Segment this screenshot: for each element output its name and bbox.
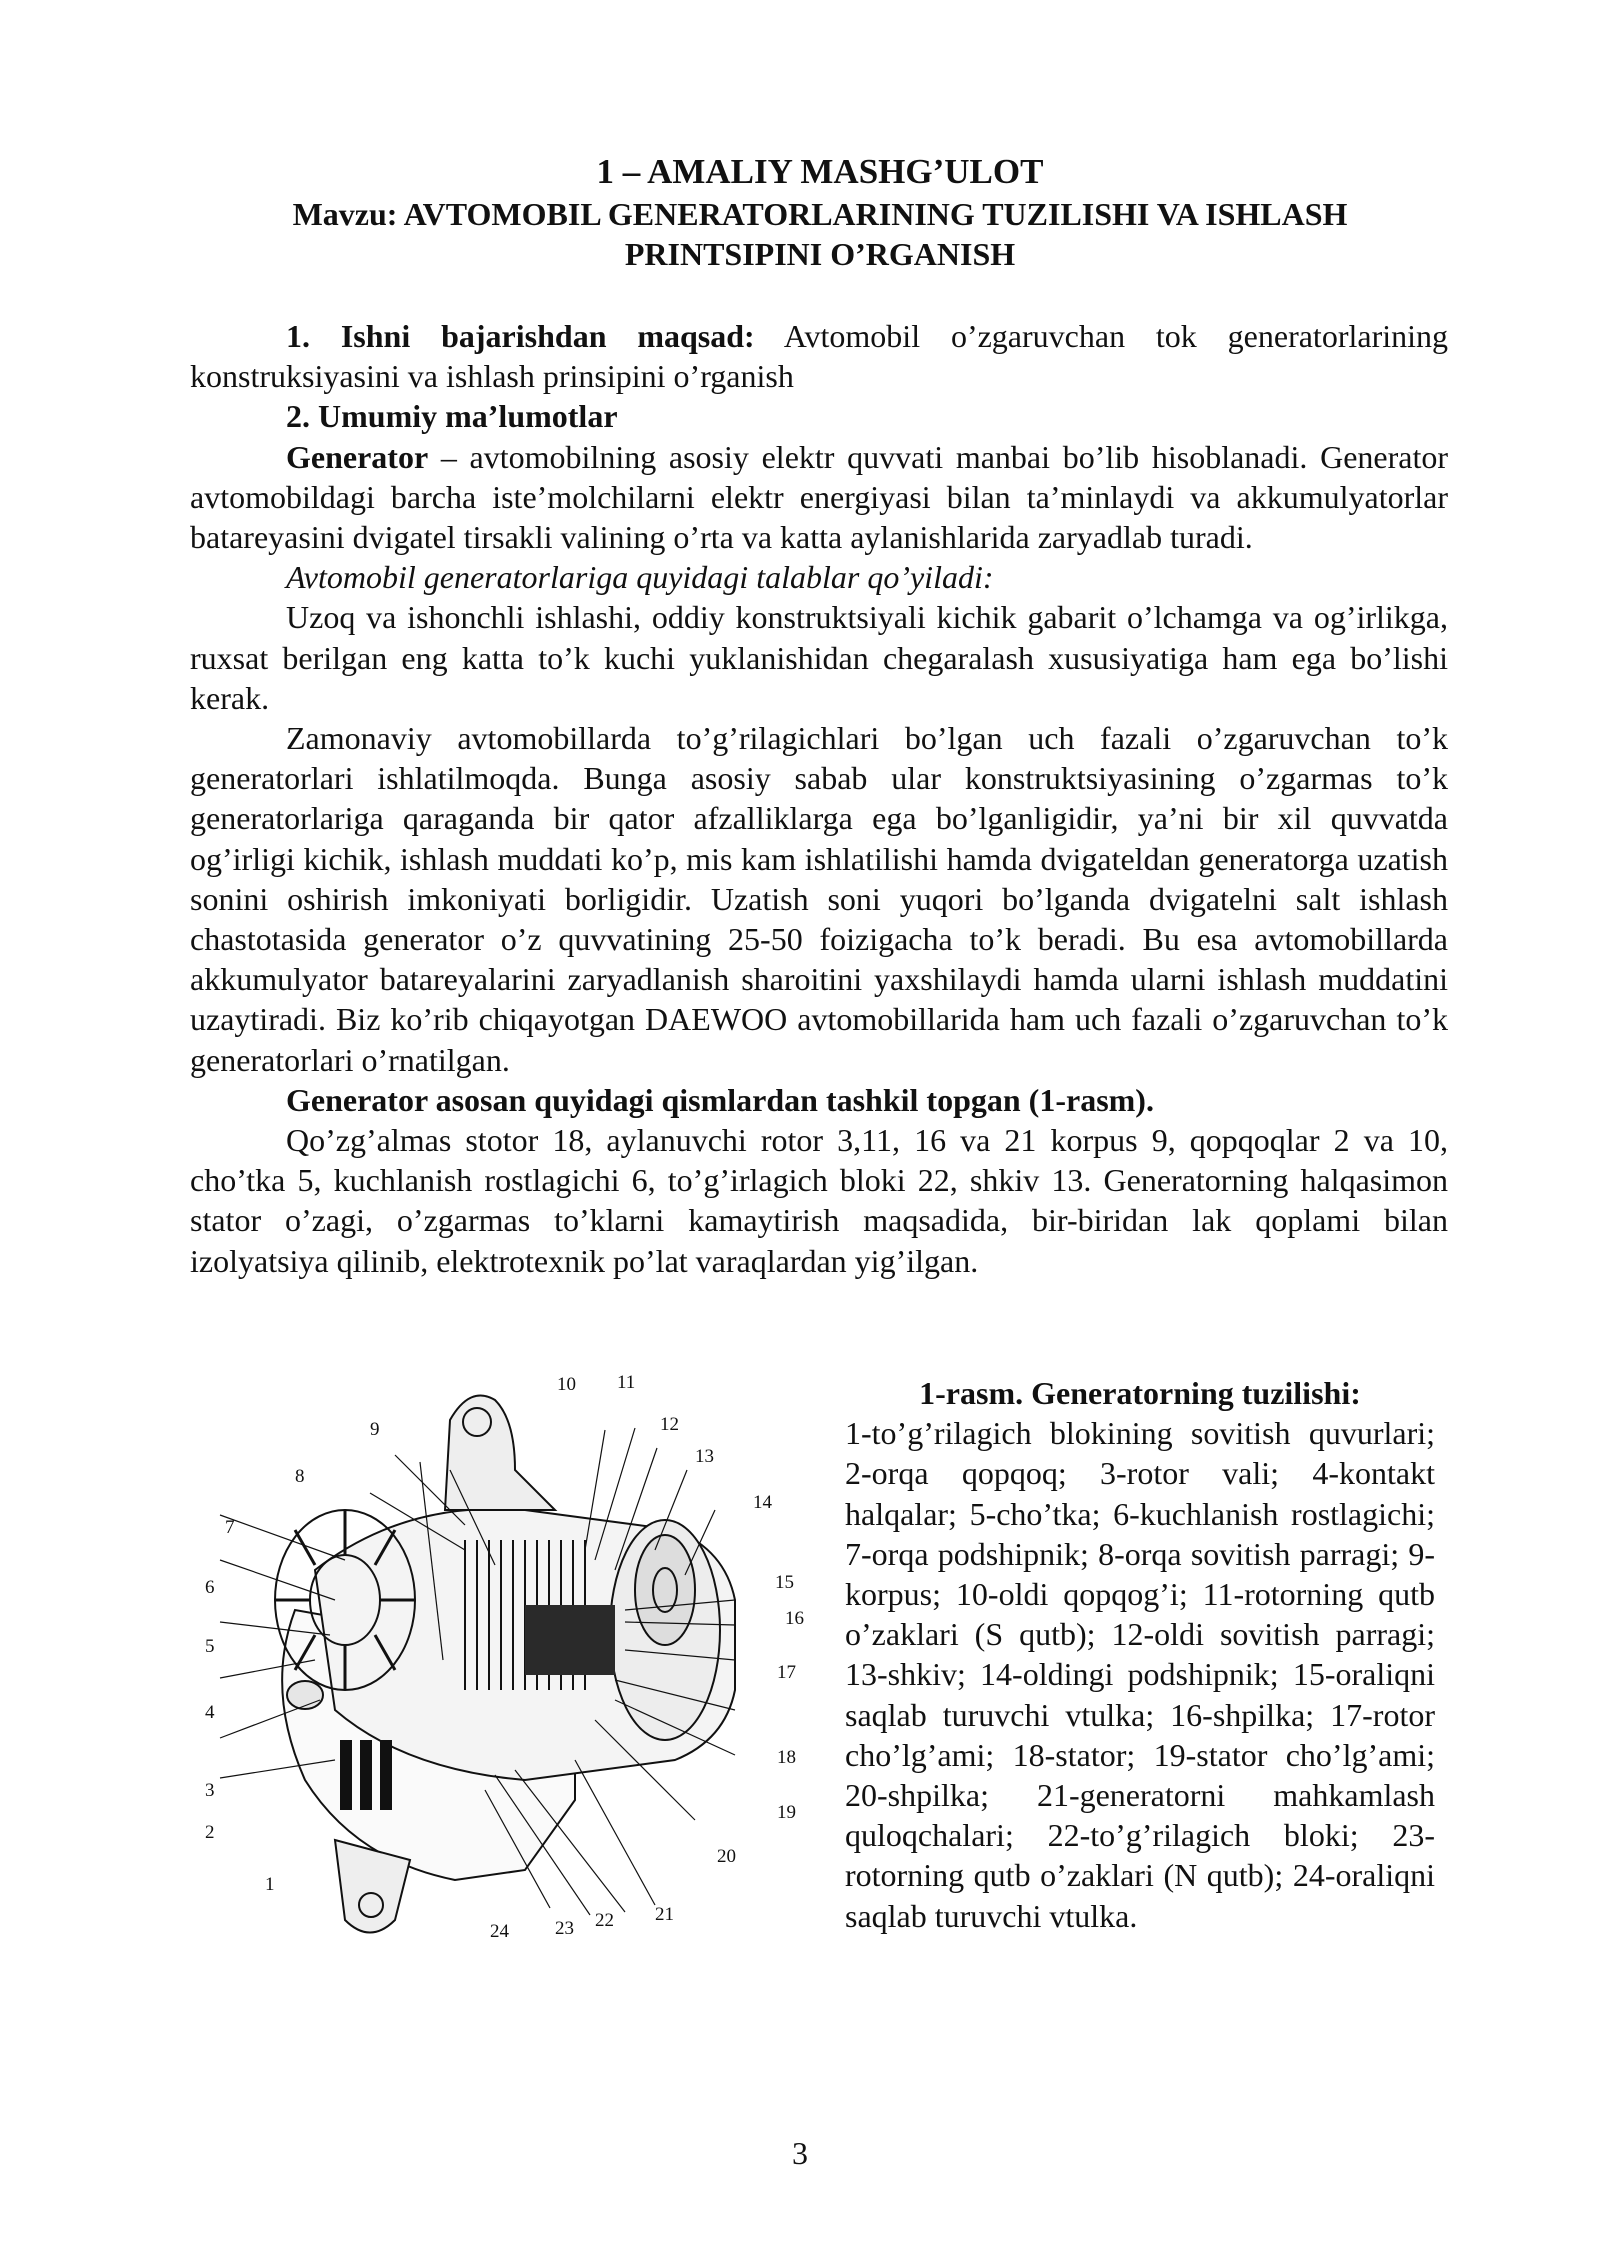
callout-3: 3 (205, 1780, 215, 1801)
modern-paragraph: Zamonaviy avtomobillarda to’g’rilagichlari bo’lgan uch fazali o’zgaruvchan to’k generatorlari ishlatilmoqda. Bunga asosiy sabab ular konstruktsiyasining o’zgarmas to’k generatorlariga qaraganda bir qator afzalliklarga ega bo’lganligidir, ya’ni bir xil quvvatda og’irligi kichik, ishlash muddati ko’p, mis kam ishlatilishi hamda dvigateldan generatorga uzatish sonini oshirish imkoniyati borligidir. Uzatish soni yuqori bo’lganda dvigatelni salt ishlash chastotasida generator o’z quvvatining 25-50 foizigacha to’k beradi. Bu esa avtomobillarda akkumulyator batareyalarini zaryadlanish sharoitini yaxshilaydi hamda ularni ishlash muddatini uzaytiradi. Biz ko’rib chiqayotgan DAEWOO avtomobillarida ham uch fazali o’zgaruvchan to’k generatorlari o’rnatilgan. (190, 720, 1448, 1078)
callout-6: 6 (205, 1577, 215, 1598)
title-block (190, 150, 1450, 274)
callout-5: 5 (205, 1636, 215, 1657)
callout-11: 11 (617, 1372, 636, 1393)
callout-19: 19 (777, 1802, 796, 1823)
general-heading: 2. Umumiy ma’lumotlar (286, 398, 618, 435)
callout-4: 4 (205, 1702, 215, 1723)
callout-10: 10 (557, 1374, 576, 1395)
parts-heading: Generator asosan quyidagi qismlardan tashkil topgan (1-rasm). (286, 1081, 1154, 1118)
callout-24: 24 (490, 1921, 509, 1942)
callout-1: 1 (265, 1874, 275, 1895)
goal-label: 1. Ishni bajarishdan maqsad: (286, 318, 755, 354)
body-text (190, 316, 1448, 1281)
callout-12: 12 (660, 1414, 679, 1435)
callout-7: 7 (225, 1517, 235, 1538)
topic-line-1: Mavzu: AVTOMOBIL GENERATORLARINING TUZILISHI VA ISHLASH (292, 196, 1348, 232)
parts-paragraph: Qo’zg’almas stotor 18, aylanuvchi rotor 3,11, 16 va 21 korpus 9, qopqoqlar 2 va 10, cho’tka 5, kuchlanish rostlagichi 6, to’g’irlagich bloki 22, shkiv 13. Generatorning halqasimon stator o’zagi, o’zgarmas to’klarni kamaytirish maqsadida, bir-biridan lak qoplami bilan izolyatsiya qilinib, elektrotexnik po’lat varaqlardan yig’ilgan. (190, 1122, 1448, 1279)
callout-17: 17 (777, 1662, 796, 1683)
page-number: 3 (792, 2135, 808, 2171)
generator-paragraph (190, 437, 1448, 558)
callout-15: 15 (775, 1572, 794, 1593)
caption-title: 1-rasm. Generatorning tuzilishi: (919, 1375, 1361, 1411)
generator-illustration (195, 1360, 835, 1950)
generator-term: Generator (286, 438, 429, 475)
callout-13: 13 (695, 1446, 714, 1467)
callout-8: 8 (295, 1466, 305, 1487)
callout-14: 14 (753, 1492, 772, 1513)
callout-9: 9 (370, 1419, 380, 1440)
goal-text: Avtomobil o’zgaruvchan tok generatorlarining konstruksiyasini va ishlash prinsipini o’rganish (190, 318, 1449, 395)
callout-21: 21 (655, 1904, 674, 1925)
requirements-intro: Avtomobil generatorlariga quyidagi talablar qo’yiladi: (286, 559, 994, 596)
caption-text: 1-to’g’rilagich blokining sovitish quvurlari; 2-orqa qopqoq; 3-rotor vali; 4-kontakt halqalar; 5-cho’tka; 6-kuchlanish rostlagichi; 7-orqa podshipnik; 8-orqa sovitish parragi; 9-korpus; 10-oldi qopqog’i; 11-rotorning qutb o’zaklari (S qutb); 12-oldi sovitish parragi; 13-shkiv; 14-oldingi podshipnik; 15-oraliqni saqlab turuvchi vtulka; 16-shpilka; 17-rotor cho’lg’ami; 18-stator; 19-stator cho’lg’ami; 20-shpilka; 21-generatorni mahkamlash quloqchalari; 22-to’g’rilagich bloki; 23-rotorning qutb o’zaklari (N qutb); 24-oraliqni saqlab turuvchi vtulka. (845, 1415, 1435, 1934)
page-title: 1 – AMALIY MASHG’ULOT (596, 152, 1044, 191)
requirements-paragraph: Uzoq va ishonchli ishlashi, oddiy konstruktsiyali kichik gabarit o’lchamga va og’irlikga, ruxsat berilgan eng katta to’k kuchi yuklanishidan chegaralash xususiyatiga ham ega bo’lishi kerak. (190, 599, 1448, 716)
goal-paragraph (190, 316, 1448, 396)
callout-16: 16 (785, 1608, 804, 1629)
callout-2: 2 (205, 1822, 215, 1843)
callout-23: 23 (555, 1918, 574, 1939)
callout-18: 18 (777, 1747, 796, 1768)
topic-line-2: PRINTSIPINI O’RGANISH (624, 236, 1016, 272)
callout-20: 20 (717, 1846, 736, 1867)
figure-caption (845, 1373, 1435, 1936)
generator-text: – avtomobilning asosiy elektr quvvati manbai bo’lib hisoblanadi. Generator avtomobildagi barcha iste’molchilarni elektr energiyasi bilan ta’minlaydi va akkumulyatorlar batareyasini dvigatel tirsakli valining o’rta va katta aylanishlarida zaryadlab turadi. (190, 438, 1448, 556)
callout-22: 22 (595, 1910, 614, 1931)
